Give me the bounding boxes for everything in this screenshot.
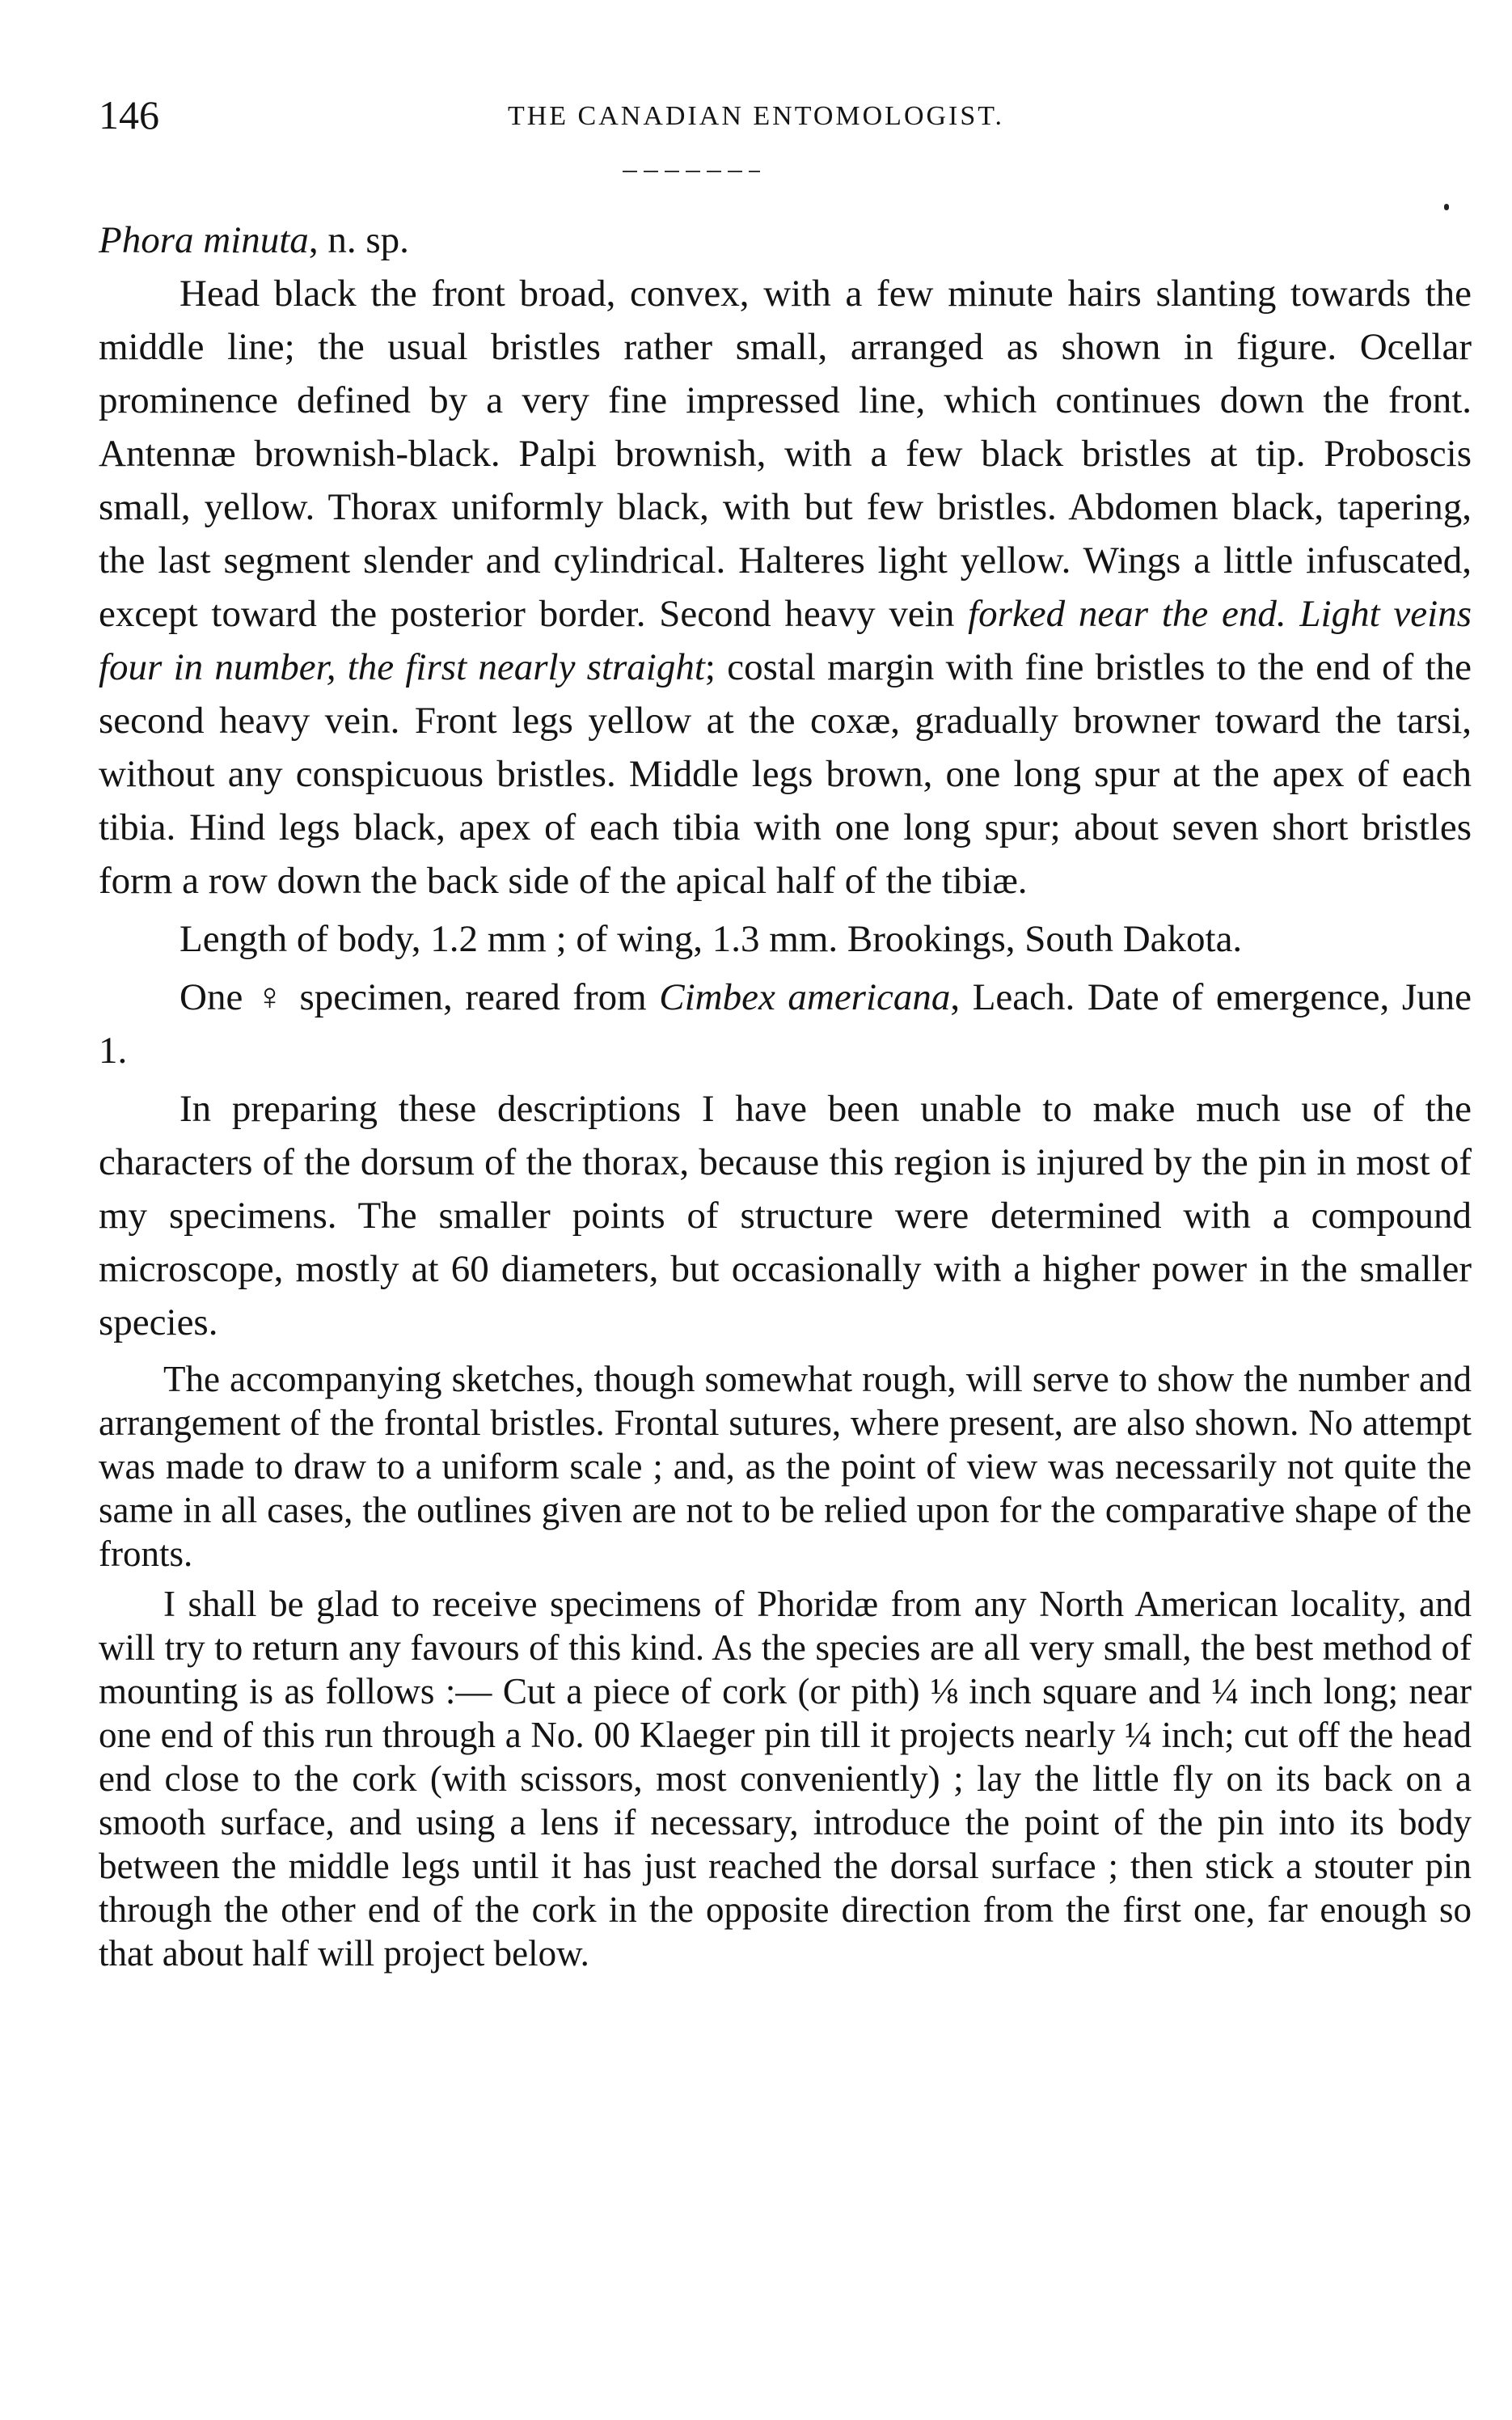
mounting-paragraph: I shall be glad to receive specimens of Phoridæ from any North American locality, and will try to return any favours of this kind. As the species are all very small, the best method of mounting is as follows :— Cut a piece of cork (or pith) ⅛ inch square and ¼ inch long; near one end of this run through a No. 00 Klaeger pin till it projects nearly ¼ inch; cut off the head end close to the cork (with scissors, most conveniently) ; lay the little fly on its back on a smooth surface, and using a lens if necessary, introduce the point of the pin into its body between the middle legs until it has just reached the dorsal surface ; then stick a stouter pin through the other end of the cork in the opposite direction from the first one, far enough so that about half will project below. <box>99 1584 1472 1974</box>
article-body <box>99 214 1472 1975</box>
specimen-text-1: One ♀ specimen, reared from <box>179 976 660 1018</box>
measurements-paragraph: Length of body, 1.2 mm ; of wing, 1.3 mm. Brookings, South Dakota. <box>179 918 1243 960</box>
running-title: THE CANADIAN ENTOMOLOGIST. <box>507 101 1005 131</box>
print-speck <box>1444 204 1449 210</box>
species-description <box>99 214 1472 1349</box>
description-text-1: Head black the front broad, convex, with a few minute hairs slanting towards the middle line; the usual bristles rather small, arranged as shown in figure. Ocellar prominence defined by a very fine impressed line, which continues down the front. Antennæ brownish-black. Palpi brownish, with a few black bristles at tip. Proboscis small, yellow. Thorax uniformly black, with but few bristles. Abdomen black, tapering, the last segment slender and cylindrical. Halteres light yellow. Wings a little infuscated, except toward the posterior border. Second heavy vein <box>99 273 1472 635</box>
methods-paragraph: In preparing these descriptions I have been unable to make much use of the characters of the dorsum of the thorax, because this region is injured by the pin in most of my specimens. The smaller points of structure were determined with a compound microscope, mostly at 60 diameters, but occasionally with a higher power in the smaller species. <box>99 1088 1472 1343</box>
header-rule <box>623 171 760 172</box>
species-designation: , n. sp. <box>308 219 409 261</box>
description-paragraph <box>99 267 1472 908</box>
description-text-2: ; costal margin with fine bristles to the end of the second heavy vein. Front legs yellow at the coxæ, gradually browner toward the tarsi, without any conspicuous bristles. Middle legs brown, one long spur at the apex of each tibia. Hind legs black, apex of each tibia with one long spur; about seven short bristles form a row down the back side of the apical half of the tibiæ. <box>99 646 1472 902</box>
host-species: Cimbex americana <box>659 976 951 1018</box>
species-name: Phora minuta <box>99 219 309 261</box>
notes-section <box>99 1357 1472 1975</box>
specimen-paragraph <box>99 971 1472 1077</box>
species-heading <box>99 214 1472 267</box>
sketches-paragraph: The accompanying sketches, though somewhat rough, will serve to show the number and arrangement of the frontal bristles. Frontal sutures, where present, are also shown. No attempt was made to draw to a uniform scale ; and, as the point of view was necessarily not quite the same in all cases, the outlines given are not to be relied upon for the comparative shape of the fronts. <box>99 1359 1472 1574</box>
page-number: 146 <box>99 92 159 138</box>
description-italic-text: forked near the end. Light veins four in number, the first nearly straight <box>99 593 1472 688</box>
specimen-text-2: , Leach. Date of emergence, June 1. <box>99 976 1472 1072</box>
